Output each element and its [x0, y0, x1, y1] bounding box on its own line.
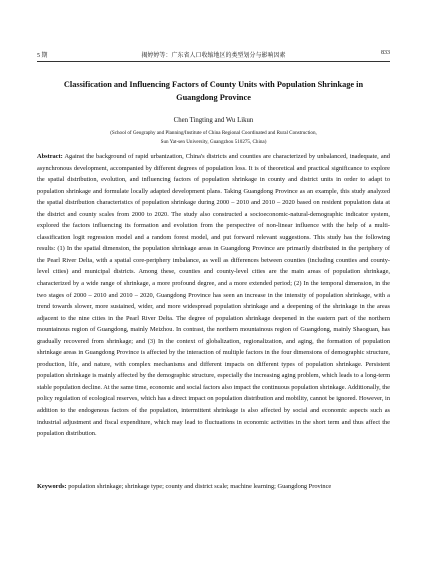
keywords-label: Keywords: [37, 483, 67, 490]
issue-label: 5 期 [37, 53, 48, 59]
header-divider [37, 61, 390, 62]
affiliation-line-1: (School of Geography and Planning/Institute of China Regional Coordinated and Rural Construction, [110, 130, 317, 136]
article-title: Classification and Influencing Factors of County Units with Population Shrinkage in Guangdong Province [63, 80, 364, 102]
abstract [37, 151, 390, 440]
affiliation [37, 129, 390, 147]
affiliation-line-2: Sun Yat-sen University, Guangzhou 510275, China) [160, 139, 267, 145]
keywords-text: population shrinkage; shrinkage type; county and district scale; machine learning; Guangdong Province [68, 483, 332, 490]
keywords [37, 481, 390, 493]
running-title: 揭婷婷等：广东省人口收缩地区的类型划分与影响因素 [141, 53, 286, 59]
running-head [37, 50, 390, 60]
abstract-label: Abstract: [37, 153, 63, 160]
page-number: 833 [381, 50, 390, 56]
authors: Chen Tingting and Wu Likun [173, 117, 254, 124]
abstract-text: Against the background of rapid urbanization, China's districts and counties are characterized by unbalanced, inadequate, and asynchronous development, accompanied by different degrees of population loss. It is of theoretical and practical significance to explore the spatial distribution, evolution, and influencing factors of population shrinkage in county and district units in order to adapt to population shrinkage and formulate locally adapted development plans. Taking Guangdong Province as an example, this study analyzed the spatial distribution characteristics of population shrinkage during 2000 – 2010 and 2010 – 2020 based on resident population data at the district and county scales from 2000 to 2020. The study also constructed a socioeconomic-natural-demographic indicator system, explored the factors influencing its formation and evolution from the perspective of non-linear influence with the help of a multi-classification logit regression model and a random forest model, and put forward relevant suggestions. This study has the following results: (1) In the spatial dimension, the population shrinkage areas in Guangdong Province are primarily distributed in the periphery of the Pearl River Delta, with a spatial core-periphery imbalance, as well as differences between counties (including counties and county-level cities) and municipal districts. Among these, counties and county-level cities are the main areas of population shrinkage, characterized by a wide range of shrinkage, a more profound degree, and a more extended period; (2) In the temporal dimension, in the two stages of 2000 – 2010 and 2010 – 2020, Guangdong Province has seen an increase in the intensity of population shrinkage, with a trend towards slower, more sustained, wider, and more widespread population shrinkage and a deepening of the shrinkage in the areas adjacent to the nine cities in the Pearl River Delta. The degree of population shrinkage deepened in the eastern part of the northern mountainous region of Guangdong, mainly Meizhou. In contrast, the northern mountainous region of Guangdong, mainly Shaoguan, has gradually recovered from shrinkage; and (3) In the context of globalization, regionalization, and aging, the formation of population shrinkage areas in Guangdong Province is affected by the interaction of multiple factors in the four dimensions of demographic structure, production, life, and nature, with complex mechanisms and different impacts on different types of population shrinkage. Persistent population shrinkage is mainly affected by the demographic structure, especially the increasing aging problem, which leads to a long-term stable population decline. At the same time, economic and social factors also impact the continuous population shrinkage. Additionally, the policy regulation of ecological reserves, which has a direct impact on population distribution and mobility, cannot be ignored. However, in addition to the endogenous factors of the population, intermittent shrinkage is also affected by social and economic aspects such as industrial adjustment and fiscal expenditure, which may lead to fluctuations in economic activities in the short term and thus affect the population distribution. [37, 153, 390, 438]
